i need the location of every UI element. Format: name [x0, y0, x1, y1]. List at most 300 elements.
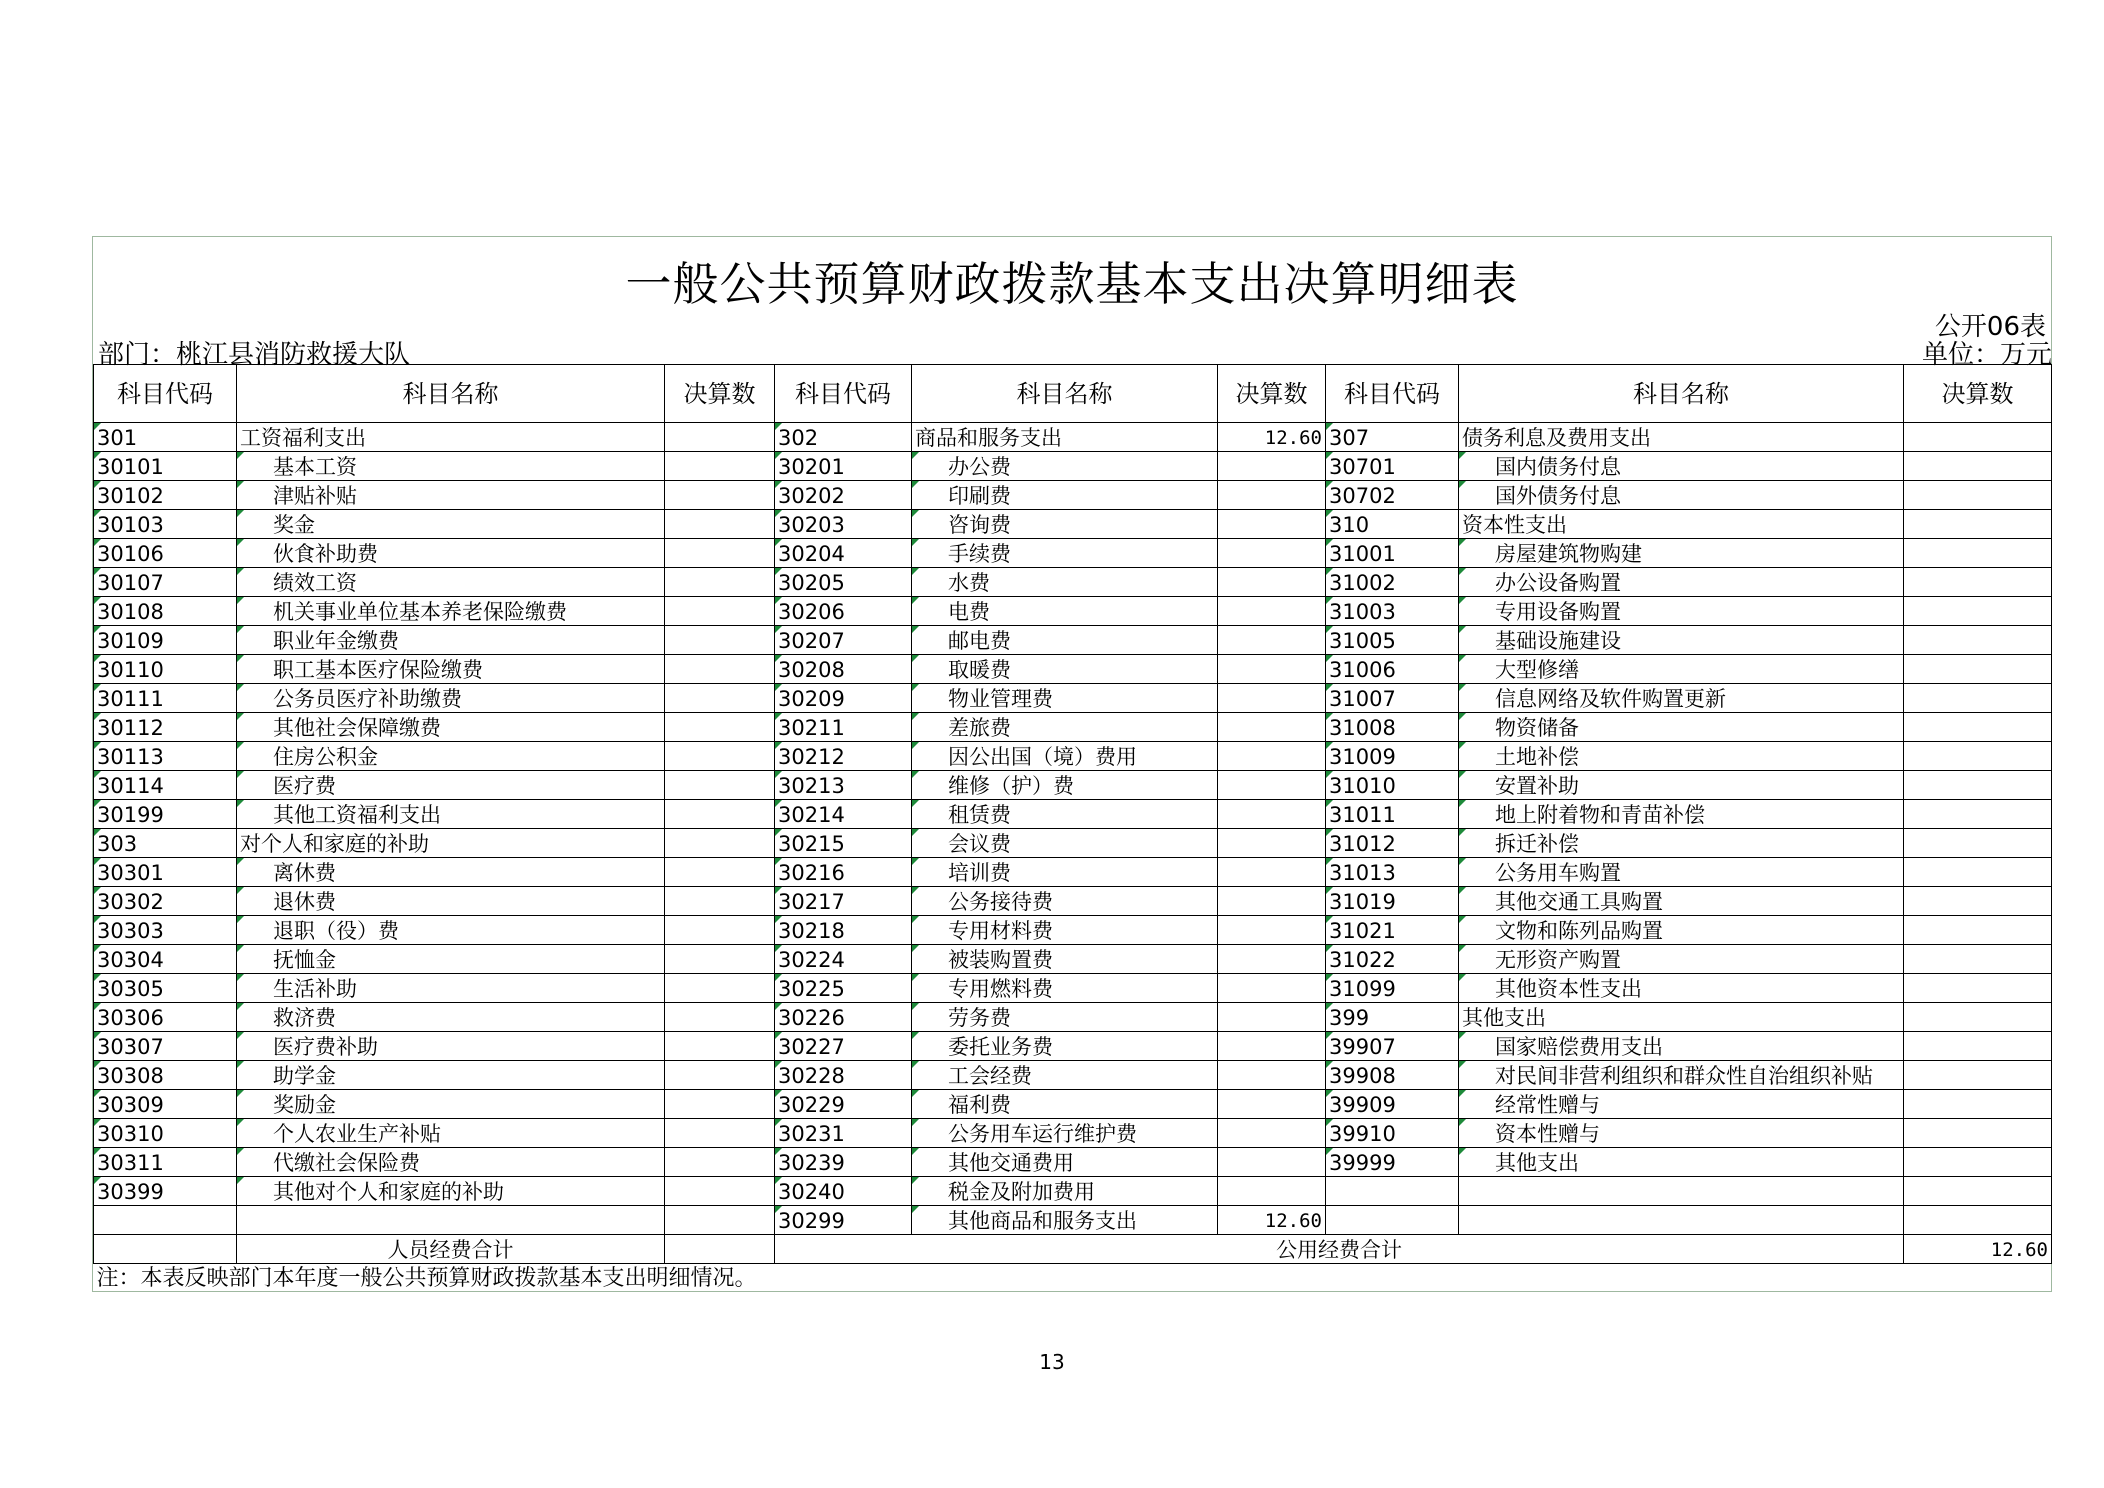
amount-cell: [1218, 974, 1326, 1003]
code-cell: 30311: [94, 1148, 237, 1177]
table-row: [94, 1119, 2052, 1148]
name-cell: 绩效工资: [237, 568, 665, 597]
amount-cell: [1904, 1061, 2052, 1090]
code-cell: 30108: [94, 597, 237, 626]
table-row: [94, 1206, 2052, 1235]
name-cell: 水费: [912, 568, 1218, 597]
code-cell: 31013: [1326, 858, 1459, 887]
amount-cell: [1218, 452, 1326, 481]
amount-cell: [665, 684, 775, 713]
code-cell: 307: [1326, 423, 1459, 452]
code-cell: [1326, 1206, 1459, 1235]
name-cell: 公务接待费: [912, 887, 1218, 916]
code-cell: 30209: [775, 684, 912, 713]
amount-cell: [1218, 510, 1326, 539]
unit-label: 单位：万元: [1921, 340, 2052, 370]
code-cell: 30701: [1326, 452, 1459, 481]
code-cell: 31010: [1326, 771, 1459, 800]
amount-cell: [1218, 539, 1326, 568]
amount-cell: [1218, 684, 1326, 713]
code-cell: 31011: [1326, 800, 1459, 829]
code-cell: 30213: [775, 771, 912, 800]
amount-cell: [665, 974, 775, 1003]
name-cell: 维修（护）费: [912, 771, 1218, 800]
table-row: [94, 742, 2052, 771]
name-cell: 国内债务付息: [1459, 452, 1904, 481]
amount-cell: [1904, 539, 2052, 568]
amount-cell: [1904, 655, 2052, 684]
amount-cell: [665, 597, 775, 626]
code-cell: 303: [94, 829, 237, 858]
name-cell: 代缴社会保险费: [237, 1148, 665, 1177]
code-cell: 30204: [775, 539, 912, 568]
header-cell: 科目名称: [912, 365, 1218, 423]
amount-cell: [1904, 1206, 2052, 1235]
page-title: 一般公共预算财政拨款基本支出决算明细表: [625, 257, 1519, 311]
name-cell: 因公出国（境）费用: [912, 742, 1218, 771]
code-cell: 39999: [1326, 1148, 1459, 1177]
code-cell: 30114: [94, 771, 237, 800]
table-row: [94, 1061, 2052, 1090]
name-cell: 被装购置费: [912, 945, 1218, 974]
name-cell: 对民间非营利组织和群众性自治组织补贴: [1459, 1061, 1904, 1090]
name-cell: 其他工资福利支出: [237, 800, 665, 829]
name-cell: 办公费: [912, 452, 1218, 481]
code-cell: 30305: [94, 974, 237, 1003]
amount-cell: [1218, 916, 1326, 945]
code-cell: 39910: [1326, 1119, 1459, 1148]
amount-cell: [1904, 1003, 2052, 1032]
amount-cell: [1904, 510, 2052, 539]
code-cell: 30111: [94, 684, 237, 713]
table-row: [94, 423, 2052, 452]
name-cell: 安置补助: [1459, 771, 1904, 800]
code-cell: 31019: [1326, 887, 1459, 916]
name-cell: 伙食补助费: [237, 539, 665, 568]
code-cell: 30207: [775, 626, 912, 655]
amount-cell: 12.60: [1218, 423, 1326, 452]
code-cell: 30303: [94, 916, 237, 945]
table-row: [94, 800, 2052, 829]
table-row: [94, 858, 2052, 887]
amount-cell: [1218, 597, 1326, 626]
name-cell: 国家赔偿费用支出: [1459, 1032, 1904, 1061]
name-cell: 职业年金缴费: [237, 626, 665, 655]
name-cell: 土地补偿: [1459, 742, 1904, 771]
amount-cell: [1904, 423, 2052, 452]
personnel-total-label: 人员经费合计: [237, 1235, 665, 1264]
header-cell: 科目代码: [1326, 365, 1459, 423]
code-cell: 30205: [775, 568, 912, 597]
amount-cell: [665, 1032, 775, 1061]
code-cell: 30112: [94, 713, 237, 742]
totals-row: [94, 1235, 2052, 1264]
name-cell: 物业管理费: [912, 684, 1218, 713]
public-total-value: 12.60: [1904, 1235, 2052, 1264]
amount-cell: [1904, 568, 2052, 597]
code-cell: 30109: [94, 626, 237, 655]
code-cell: 31002: [1326, 568, 1459, 597]
code-cell: 31008: [1326, 713, 1459, 742]
code-cell: 399: [1326, 1003, 1459, 1032]
name-cell: 培训费: [912, 858, 1218, 887]
name-cell: 其他支出: [1459, 1003, 1904, 1032]
name-cell: 无形资产购置: [1459, 945, 1904, 974]
header-cell: 科目名称: [237, 365, 665, 423]
code-cell: 30216: [775, 858, 912, 887]
code-cell: 31012: [1326, 829, 1459, 858]
amount-cell: [1904, 916, 2052, 945]
amount-cell: [1904, 771, 2052, 800]
amount-cell: [1218, 829, 1326, 858]
table-row: [94, 771, 2052, 800]
name-cell: 基础设施建设: [1459, 626, 1904, 655]
page-number: 13: [1039, 1350, 1065, 1374]
code-cell: 30201: [775, 452, 912, 481]
amount-cell: [665, 945, 775, 974]
code-cell: 30229: [775, 1090, 912, 1119]
amount-cell: [665, 713, 775, 742]
amount-cell: [1904, 597, 2052, 626]
code-cell: 30239: [775, 1148, 912, 1177]
amount-cell: [665, 539, 775, 568]
code-cell: 30301: [94, 858, 237, 887]
name-cell: 基本工资: [237, 452, 665, 481]
name-cell: 其他商品和服务支出: [912, 1206, 1218, 1235]
amount-cell: [1218, 1003, 1326, 1032]
amount-cell: [1218, 742, 1326, 771]
code-cell: 31022: [1326, 945, 1459, 974]
name-cell: 对个人和家庭的补助: [237, 829, 665, 858]
table-row: [94, 713, 2052, 742]
code-cell: 30225: [775, 974, 912, 1003]
table-row: [94, 1032, 2052, 1061]
header-cell: 科目代码: [775, 365, 912, 423]
code-cell: 301: [94, 423, 237, 452]
code-cell: 30309: [94, 1090, 237, 1119]
code-cell: 30702: [1326, 481, 1459, 510]
code-cell: 30226: [775, 1003, 912, 1032]
name-cell: 机关事业单位基本养老保险缴费: [237, 597, 665, 626]
name-cell: 公务用车购置: [1459, 858, 1904, 887]
table-note: 注：本表反映部门本年度一般公共预算财政拨款基本支出明细情况。: [96, 1266, 757, 1291]
code-cell: 31006: [1326, 655, 1459, 684]
name-cell: 资本性支出: [1459, 510, 1904, 539]
code-cell: 31009: [1326, 742, 1459, 771]
name-cell: 资本性赠与: [1459, 1119, 1904, 1148]
amount-cell: [665, 742, 775, 771]
name-cell: 其他对个人和家庭的补助: [237, 1177, 665, 1206]
name-cell: 国外债务付息: [1459, 481, 1904, 510]
table-id: 公开06表: [1934, 312, 2046, 342]
name-cell: 职工基本医疗保险缴费: [237, 655, 665, 684]
table-row: [94, 481, 2052, 510]
amount-cell: [1904, 713, 2052, 742]
table-row: [94, 452, 2052, 481]
amount-cell: [1904, 887, 2052, 916]
name-cell: 文物和陈列品购置: [1459, 916, 1904, 945]
amount-cell: [665, 1177, 775, 1206]
name-cell: 其他交通工具购置: [1459, 887, 1904, 916]
code-cell: 30228: [775, 1061, 912, 1090]
table-body: [94, 423, 2052, 1235]
name-cell: 物资储备: [1459, 713, 1904, 742]
code-cell: 39908: [1326, 1061, 1459, 1090]
name-cell: [1459, 1177, 1904, 1206]
amount-cell: [1904, 481, 2052, 510]
amount-cell: [1218, 568, 1326, 597]
table-row: [94, 539, 2052, 568]
code-cell: 31021: [1326, 916, 1459, 945]
amount-cell: [1218, 858, 1326, 887]
amount-cell: [1904, 452, 2052, 481]
table-row: [94, 916, 2052, 945]
table-row: [94, 568, 2052, 597]
amount-cell: [665, 626, 775, 655]
name-cell: 邮电费: [912, 626, 1218, 655]
name-cell: 经常性赠与: [1459, 1090, 1904, 1119]
amount-cell: [1904, 974, 2052, 1003]
amount-cell: [665, 771, 775, 800]
name-cell: 福利费: [912, 1090, 1218, 1119]
code-cell: 31005: [1326, 626, 1459, 655]
code-cell: 30307: [94, 1032, 237, 1061]
amount-cell: [1218, 800, 1326, 829]
name-cell: [237, 1206, 665, 1235]
header-cell: 科目名称: [1459, 365, 1904, 423]
code-cell: 30224: [775, 945, 912, 974]
name-cell: 拆迁补偿: [1459, 829, 1904, 858]
header-cell: 决算数: [1218, 365, 1326, 423]
code-cell: 30299: [775, 1206, 912, 1235]
code-cell: 30208: [775, 655, 912, 684]
name-cell: 地上附着物和青苗补偿: [1459, 800, 1904, 829]
code-cell: 30218: [775, 916, 912, 945]
amount-cell: [665, 655, 775, 684]
code-cell: 30202: [775, 481, 912, 510]
amount-cell: [1218, 1119, 1326, 1148]
name-cell: 其他交通费用: [912, 1148, 1218, 1177]
name-cell: 信息网络及软件购置更新: [1459, 684, 1904, 713]
name-cell: 差旅费: [912, 713, 1218, 742]
note-row: [94, 1264, 2052, 1293]
name-cell: 其他社会保障缴费: [237, 713, 665, 742]
amount-cell: [1218, 481, 1326, 510]
table-row: [94, 974, 2052, 1003]
code-cell: 31001: [1326, 539, 1459, 568]
name-cell: 医疗费: [237, 771, 665, 800]
code-cell: 30203: [775, 510, 912, 539]
name-cell: 工资福利支出: [237, 423, 665, 452]
totals-spacer: [94, 1235, 237, 1264]
table-row: [94, 1090, 2052, 1119]
name-cell: 取暖费: [912, 655, 1218, 684]
amount-cell: [665, 568, 775, 597]
name-cell: 电费: [912, 597, 1218, 626]
name-cell: 会议费: [912, 829, 1218, 858]
name-cell: 专用材料费: [912, 916, 1218, 945]
code-cell: 30306: [94, 1003, 237, 1032]
amount-cell: [1904, 858, 2052, 887]
amount-cell: [1218, 1090, 1326, 1119]
name-cell: 住房公积金: [237, 742, 665, 771]
name-cell: 奖励金: [237, 1090, 665, 1119]
code-cell: 30217: [775, 887, 912, 916]
name-cell: 债务利息及费用支出: [1459, 423, 1904, 452]
amount-cell: [1904, 829, 2052, 858]
name-cell: 个人农业生产补贴: [237, 1119, 665, 1148]
name-cell: 印刷费: [912, 481, 1218, 510]
amount-cell: [665, 887, 775, 916]
name-cell: 奖金: [237, 510, 665, 539]
amount-cell: [1218, 887, 1326, 916]
code-cell: 30107: [94, 568, 237, 597]
name-cell: 税金及附加费用: [912, 1177, 1218, 1206]
amount-cell: [665, 481, 775, 510]
code-cell: 302: [775, 423, 912, 452]
header-cell: 决算数: [1904, 365, 2052, 423]
header-row: [94, 365, 2052, 423]
amount-cell: [1904, 1148, 2052, 1177]
name-cell: 工会经费: [912, 1061, 1218, 1090]
table-row: [94, 1148, 2052, 1177]
code-cell: 30199: [94, 800, 237, 829]
name-cell: 离休费: [237, 858, 665, 887]
name-cell: 助学金: [237, 1061, 665, 1090]
code-cell: 30113: [94, 742, 237, 771]
name-cell: 咨询费: [912, 510, 1218, 539]
expenditure-table: [93, 364, 2052, 1292]
name-cell: 津贴补贴: [237, 481, 665, 510]
name-cell: 公务用车运行维护费: [912, 1119, 1218, 1148]
name-cell: 抚恤金: [237, 945, 665, 974]
name-cell: 劳务费: [912, 1003, 1218, 1032]
name-cell: 退职（役）费: [237, 916, 665, 945]
amount-cell: [665, 1061, 775, 1090]
code-cell: 30106: [94, 539, 237, 568]
code-cell: 30399: [94, 1177, 237, 1206]
code-cell: 39907: [1326, 1032, 1459, 1061]
name-cell: 房屋建筑物购建: [1459, 539, 1904, 568]
amount-cell: [665, 1119, 775, 1148]
amount-cell: 12.60: [1218, 1206, 1326, 1235]
header-cell: 决算数: [665, 365, 775, 423]
amount-cell: [665, 423, 775, 452]
code-cell: 30103: [94, 510, 237, 539]
name-cell: 救济费: [237, 1003, 665, 1032]
amount-cell: [665, 1206, 775, 1235]
amount-cell: [1218, 626, 1326, 655]
amount-cell: [665, 858, 775, 887]
name-cell: 办公设备购置: [1459, 568, 1904, 597]
name-cell: 专用燃料费: [912, 974, 1218, 1003]
amount-cell: [1904, 626, 2052, 655]
amount-cell: [1904, 742, 2052, 771]
code-cell: 30102: [94, 481, 237, 510]
amount-cell: [665, 452, 775, 481]
name-cell: 租赁费: [912, 800, 1218, 829]
code-cell: 30212: [775, 742, 912, 771]
code-cell: 30302: [94, 887, 237, 916]
name-cell: 手续费: [912, 539, 1218, 568]
amount-cell: [1904, 684, 2052, 713]
code-cell: 31099: [1326, 974, 1459, 1003]
amount-cell: [665, 800, 775, 829]
amount-cell: [1904, 945, 2052, 974]
table-row: [94, 626, 2052, 655]
code-cell: 39909: [1326, 1090, 1459, 1119]
amount-cell: [665, 510, 775, 539]
amount-cell: [1904, 1177, 2052, 1206]
code-cell: [94, 1206, 237, 1235]
name-cell: 其他支出: [1459, 1148, 1904, 1177]
name-cell: 大型修缮: [1459, 655, 1904, 684]
name-cell: 医疗费补助: [237, 1032, 665, 1061]
amount-cell: [1218, 945, 1326, 974]
code-cell: 31007: [1326, 684, 1459, 713]
code-cell: 30308: [94, 1061, 237, 1090]
code-cell: 30240: [775, 1177, 912, 1206]
amount-cell: [665, 916, 775, 945]
table-row: [94, 887, 2052, 916]
table-row: [94, 684, 2052, 713]
code-cell: 310: [1326, 510, 1459, 539]
amount-cell: [1218, 1177, 1326, 1206]
name-cell: 专用设备购置: [1459, 597, 1904, 626]
amount-cell: [1218, 771, 1326, 800]
amount-cell: [665, 829, 775, 858]
table-row: [94, 1177, 2052, 1206]
table-row: [94, 945, 2052, 974]
code-cell: 30214: [775, 800, 912, 829]
code-cell: 30304: [94, 945, 237, 974]
name-cell: 其他资本性支出: [1459, 974, 1904, 1003]
code-cell: 30231: [775, 1119, 912, 1148]
amount-cell: [1904, 1119, 2052, 1148]
code-cell: 30227: [775, 1032, 912, 1061]
amount-cell: [665, 1003, 775, 1032]
amount-cell: [1904, 1032, 2052, 1061]
amount-cell: [1218, 1032, 1326, 1061]
code-cell: 30310: [94, 1119, 237, 1148]
amount-cell: [665, 1148, 775, 1177]
header-cell: 科目代码: [94, 365, 237, 423]
amount-cell: [1218, 1148, 1326, 1177]
table-row: [94, 1003, 2052, 1032]
table-row: [94, 829, 2052, 858]
amount-cell: [1218, 655, 1326, 684]
department-label: 部门：桃江县消防救援大队: [98, 340, 411, 370]
public-total-label: 公用经费合计: [775, 1235, 1904, 1264]
personnel-total-value: [665, 1235, 775, 1264]
name-cell: 商品和服务支出: [912, 423, 1218, 452]
amount-cell: [1904, 1090, 2052, 1119]
name-cell: 生活补助: [237, 974, 665, 1003]
code-cell: 30206: [775, 597, 912, 626]
amount-cell: [1218, 713, 1326, 742]
table-row: [94, 597, 2052, 626]
table-row: [94, 510, 2052, 539]
code-cell: 31003: [1326, 597, 1459, 626]
amount-cell: [1218, 1061, 1326, 1090]
code-cell: [1326, 1177, 1459, 1206]
name-cell: 公务员医疗补助缴费: [237, 684, 665, 713]
code-cell: 30110: [94, 655, 237, 684]
name-cell: 退休费: [237, 887, 665, 916]
amount-cell: [1904, 800, 2052, 829]
name-cell: [1459, 1206, 1904, 1235]
table-row: [94, 655, 2052, 684]
